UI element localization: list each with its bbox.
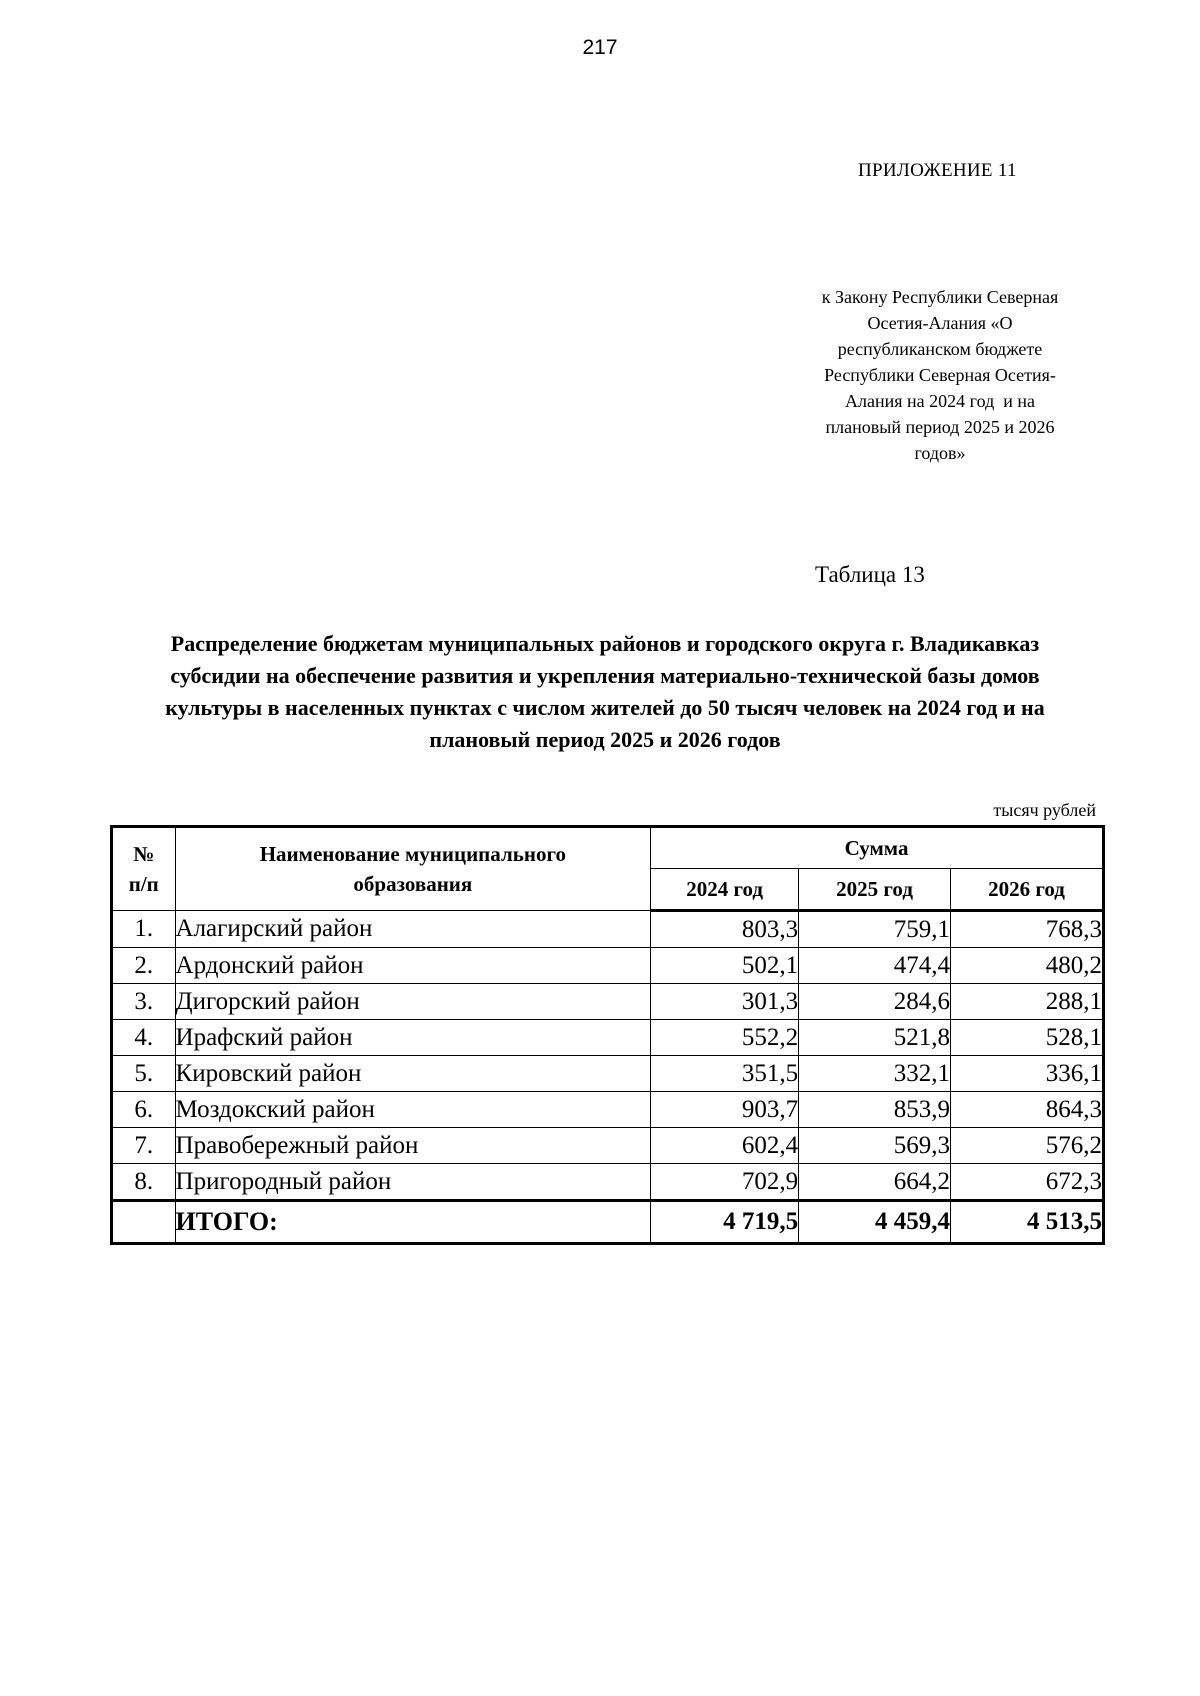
row-value-2025: 569,3 <box>799 1128 951 1164</box>
table-row <box>112 911 1104 948</box>
row-value-2024: 803,3 <box>651 911 799 948</box>
table-row <box>112 984 1104 1020</box>
header-name-line2: образования <box>353 872 473 896</box>
row-name: Дигорский район <box>175 984 651 1020</box>
table-row <box>112 948 1104 984</box>
row-value-2024: 351,5 <box>651 1056 799 1092</box>
title-line: плановый период 2025 и 2026 годов <box>429 727 781 752</box>
law-reference-line: Республики Северная Осетия- <box>824 365 1056 385</box>
row-number: 7. <box>112 1128 176 1164</box>
row-value-2026: 336,1 <box>951 1056 1104 1092</box>
row-value-2025: 332,1 <box>799 1056 951 1092</box>
row-value-2024: 502,1 <box>651 948 799 984</box>
table-row <box>112 1020 1104 1056</box>
total-number-cell <box>112 1201 176 1244</box>
page-number: 217 <box>582 36 618 59</box>
row-value-2026: 864,3 <box>951 1092 1104 1128</box>
header-year-2025: 2025 год <box>799 869 951 911</box>
total-label: ИТОГО: <box>175 1201 651 1244</box>
law-reference-line: республиканском бюджете <box>837 339 1043 359</box>
total-row <box>112 1201 1104 1244</box>
row-value-2024: 903,7 <box>651 1092 799 1128</box>
row-name: Ардонский район <box>175 948 651 984</box>
table-number: Таблица 13 <box>815 562 925 587</box>
row-value-2025: 759,1 <box>799 911 951 948</box>
header-year-2024: 2024 год <box>651 869 799 911</box>
row-name: Пригородный район <box>175 1164 651 1201</box>
row-number: 3. <box>112 984 176 1020</box>
row-value-2026: 528,1 <box>951 1020 1104 1056</box>
row-name: Правобережный район <box>175 1128 651 1164</box>
subsidy-table <box>110 825 1105 1245</box>
total-value-2025: 4 459,4 <box>799 1201 951 1244</box>
row-name: Моздокский район <box>175 1092 651 1128</box>
header-name <box>175 827 651 911</box>
law-reference-line: годов» <box>914 443 966 463</box>
header-number-line1: № <box>133 842 155 866</box>
units-label: тысяч рублей <box>993 800 1096 820</box>
law-reference-line: к Закону Республики Северная <box>821 287 1059 307</box>
table-row <box>112 1092 1104 1128</box>
header-year-2026: 2026 год <box>951 869 1104 911</box>
law-reference-line: Алания на 2024 год и на <box>845 391 1035 411</box>
total-value-2026: 4 513,5 <box>951 1201 1104 1244</box>
row-value-2024: 602,4 <box>651 1128 799 1164</box>
row-value-2026: 288,1 <box>951 984 1104 1020</box>
table-row <box>112 1164 1104 1201</box>
row-value-2025: 521,8 <box>799 1020 951 1056</box>
document-title <box>110 628 1100 756</box>
header-number-line2: п/п <box>128 872 159 896</box>
row-value-2026: 672,3 <box>951 1164 1104 1201</box>
row-name: Кировский район <box>175 1056 651 1092</box>
row-name: Алагирский район <box>175 911 651 948</box>
law-reference <box>790 284 1090 466</box>
row-number: 8. <box>112 1164 176 1201</box>
header-name-line1: Наименование муниципального <box>259 842 566 866</box>
appendix-label: ПРИЛОЖЕНИЕ 11 <box>858 160 1017 181</box>
row-value-2025: 474,4 <box>799 948 951 984</box>
row-number: 5. <box>112 1056 176 1092</box>
title-line: субсидии на обеспечение развития и укрепления материально-технической базы домов <box>170 663 1040 688</box>
row-number: 2. <box>112 948 176 984</box>
row-value-2026: 480,2 <box>951 948 1104 984</box>
row-number: 4. <box>112 1020 176 1056</box>
row-value-2026: 576,2 <box>951 1128 1104 1164</box>
row-value-2026: 768,3 <box>951 911 1104 948</box>
row-name: Ирафский район <box>175 1020 651 1056</box>
table-row <box>112 1056 1104 1092</box>
table-row <box>112 1128 1104 1164</box>
row-number: 6. <box>112 1092 176 1128</box>
law-reference-line: плановый период 2025 и 2026 <box>825 417 1055 437</box>
header-sum: Сумма <box>651 827 1104 869</box>
title-line: культуры в населенных пунктах с числом жителей до 50 тысяч человек на 2024 год и на <box>165 695 1045 720</box>
row-value-2024: 301,3 <box>651 984 799 1020</box>
row-value-2024: 552,2 <box>651 1020 799 1056</box>
header-number <box>112 827 176 911</box>
row-value-2025: 284,6 <box>799 984 951 1020</box>
title-line: Распределение бюджетам муниципальных районов и городского округа г. Владикавказ <box>170 631 1040 656</box>
total-value-2024: 4 719,5 <box>651 1201 799 1244</box>
row-value-2025: 664,2 <box>799 1164 951 1201</box>
row-value-2025: 853,9 <box>799 1092 951 1128</box>
law-reference-line: Осетия-Алания «О <box>867 313 1013 333</box>
row-number: 1. <box>112 911 176 948</box>
row-value-2024: 702,9 <box>651 1164 799 1201</box>
